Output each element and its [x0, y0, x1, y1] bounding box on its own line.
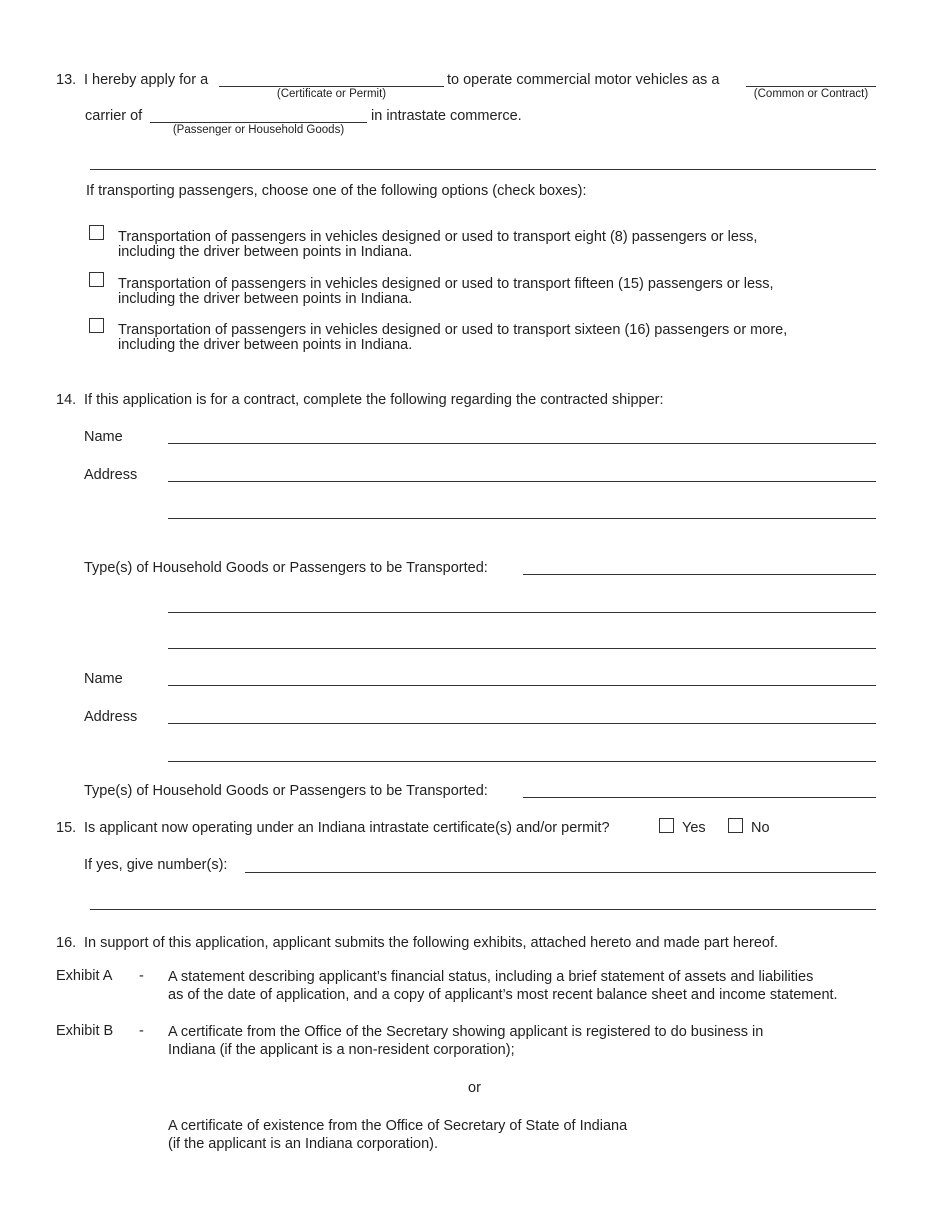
exhibit-b-label: Exhibit B: [56, 1023, 114, 1039]
shipper1-address-label: Address: [84, 467, 138, 483]
q15-number: 15.: [56, 820, 77, 836]
or-separator: or: [468, 1080, 481, 1096]
exhibit-a-dash: -: [139, 968, 144, 984]
shipper2-types-field[interactable]: [523, 797, 876, 798]
shipper1-types-field-2[interactable]: [168, 612, 876, 613]
option-8-passengers-checkbox[interactable]: [89, 225, 104, 240]
shipper2-address-label: Address: [84, 709, 138, 725]
certificate-numbers-field[interactable]: [245, 872, 876, 873]
shipper2-types-label: Type(s) of Household Goods or Passengers to be Transported:: [84, 783, 488, 799]
shipper1-name-field[interactable]: [168, 443, 876, 444]
q13-text-c: carrier of: [85, 108, 143, 124]
no-checkbox[interactable]: [728, 818, 743, 833]
shipper1-types-field[interactable]: [523, 574, 876, 575]
q16-text: In support of this application, applicant submits the following exhibits, attached hereto and made part hereof.: [84, 935, 779, 951]
passenger-options-prompt: If transporting passengers, choose one of the following options (check boxes):: [86, 183, 587, 199]
yes-label: Yes: [682, 820, 706, 836]
q13-text-a: I hereby apply for a: [84, 72, 209, 88]
option-15-passengers-checkbox[interactable]: [89, 272, 104, 287]
option-16-passengers-text: Transportation of passengers in vehicles designed or used to transport sixteen (16) passengers or more, including the driver between points in Indiana.: [118, 322, 788, 353]
shipper2-address-field[interactable]: [168, 723, 876, 724]
q15-text: Is applicant now operating under an Indiana intrastate certificate(s) and/or permit?: [84, 820, 610, 836]
option-15-passengers-text: Transportation of passengers in vehicles designed or used to transport fifteen (15) passengers or less, including the driver between points in Indiana.: [118, 276, 774, 307]
yes-checkbox[interactable]: [659, 818, 674, 833]
q16-number: 16.: [56, 935, 77, 951]
q13-number: 13.: [56, 72, 77, 88]
q13-text-b: to operate commercial motor vehicles as a: [447, 72, 720, 88]
if-yes-label: If yes, give number(s):: [84, 857, 228, 873]
shipper2-address-field-2[interactable]: [168, 761, 876, 762]
shipper1-types-field-3[interactable]: [168, 648, 876, 649]
certificate-or-permit-field[interactable]: [219, 86, 444, 87]
shipper2-name-field[interactable]: [168, 685, 876, 686]
option-16-passengers-checkbox[interactable]: [89, 318, 104, 333]
shipper2-name-label: Name: [84, 671, 123, 687]
q13-blank-line[interactable]: [90, 169, 876, 170]
no-label: No: [751, 820, 770, 836]
shipper1-name-label: Name: [84, 429, 123, 445]
exhibit-a-description: A statement describing applicant’s financial status, including a brief statement of assets and liabilities as of the date of application, and a copy of applicant’s most recent balance sheet and income statement.: [168, 969, 838, 1003]
passenger-or-household-hint: (Passenger or Household Goods): [172, 124, 345, 136]
shipper1-address-field-2[interactable]: [168, 518, 876, 519]
exhibit-b-description: A certificate from the Office of the Secretary showing applicant is registered to do business in Indiana (if the applicant is a non-resident corporation);: [168, 1024, 764, 1058]
q14-text: If this application is for a contract, complete the following regarding the contracted shipper:: [84, 392, 664, 408]
certificate-or-permit-hint: (Certificate or Permit): [276, 88, 387, 100]
shipper1-address-field[interactable]: [168, 481, 876, 482]
passenger-or-household-field[interactable]: [150, 122, 367, 123]
common-or-contract-field[interactable]: [746, 86, 876, 87]
exhibit-b-alternative: A certificate of existence from the Office of Secretary of State of Indiana (if the applicant is an Indiana corporation).: [168, 1118, 628, 1152]
certificate-numbers-field-2[interactable]: [90, 909, 876, 910]
q13-text-d: in intrastate commerce.: [371, 108, 522, 124]
q14-number: 14.: [56, 392, 77, 408]
common-or-contract-hint: (Common or Contract): [753, 88, 869, 100]
option-8-passengers-text: Transportation of passengers in vehicles designed or used to transport eight (8) passengers or less, including the driver between points in Indiana.: [118, 229, 758, 260]
shipper1-types-label: Type(s) of Household Goods or Passengers to be Transported:: [84, 560, 488, 576]
exhibit-b-dash: -: [139, 1023, 144, 1039]
exhibit-a-label: Exhibit A: [56, 968, 113, 984]
